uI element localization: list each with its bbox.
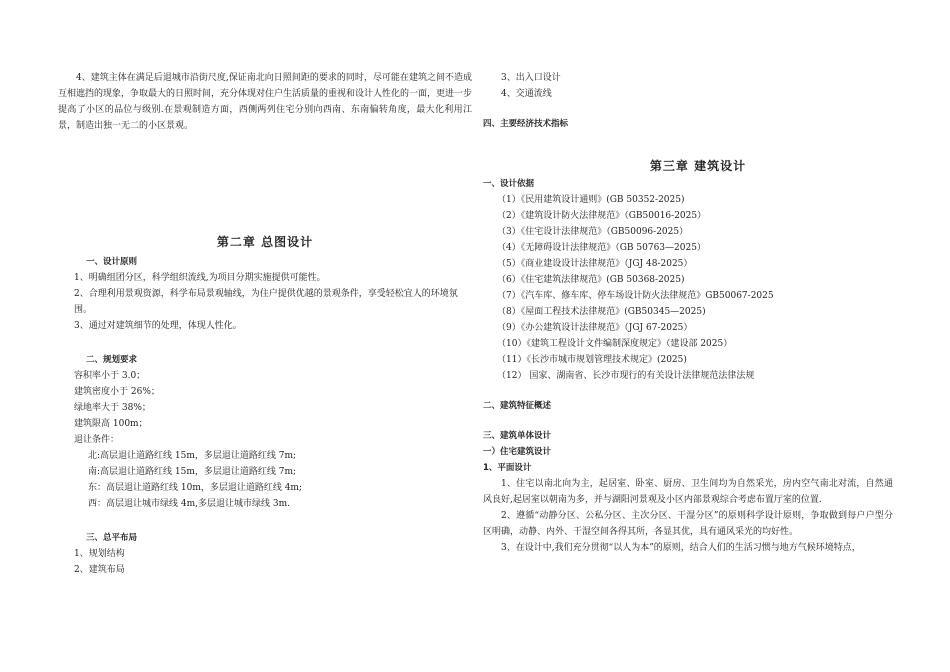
- basis-item: （5）《商业建设设计法律规范》（JGJ 48-2025）: [497, 259, 693, 269]
- plan-paragraph-1: 1、住宅以南北向为主，起居室、卧室、厨房、卫生间均为自然采光，房内空气南北对流，自然通风良好,起居室以朝南为多，并与湖阳河景观及小区内部景观综合考虑布置厅室的位置.: [483, 479, 893, 505]
- left-column: [58, 70, 472, 578]
- basis-item: （9）《办公建筑设计法律规范》（JGJ 67-2025）: [497, 323, 693, 333]
- basis-item: （7）《汽车库、修车库、停车场设计防火法律规范》GB50067-2025: [497, 291, 774, 301]
- principle-item-3: 3、通过对建筑细节的处理，体现人性化。: [74, 321, 242, 331]
- subsection-plan-design-title: 1、平面设计: [483, 463, 532, 473]
- layout-item-1: 1、规划结构: [74, 549, 125, 559]
- requirement-item-2: 建筑密度小于 26%；: [74, 387, 160, 397]
- basis-item: （11）《长沙市城市规划管理技术规定》(2025): [497, 355, 687, 365]
- intro-paragraph: 4、建筑主体在满足后退城市沿街尺度,保证南北向日照间距的要求的同时，尽可能在建筑之间不造成互相遮挡的现象，争取最大的日照时间，充分体现对住户生活质量的重视和设计人性化的一面，更进一步提高了小区的品位与级别.在景观制造方面，西侧两列住宅分别向西南、东南偏转角度，最大化利用江景，制造出独一无二的小区景观。: [58, 73, 473, 131]
- requirement-item-1: 容积率小于 3.0；: [74, 371, 146, 381]
- spacer: [483, 384, 893, 398]
- spacer: [58, 512, 472, 530]
- basis-item: （4）《无障碍设计法律规范》（GB 50763—2025）: [497, 243, 706, 253]
- spacer: [483, 132, 893, 158]
- basis-item: （10）《建筑工程设计文件编制深度规定》（建设部 2025）: [497, 339, 733, 349]
- section-planning-requirements-title: 二、规划要求: [86, 355, 138, 365]
- spacer: [58, 334, 472, 352]
- requirement-item-4: 建筑限高 100m；: [74, 419, 148, 429]
- layout-item-2: 2、建筑布局: [74, 565, 125, 575]
- basis-item: （3）《住宅设计法律规范》（GB50096-2025）: [497, 227, 689, 237]
- plan-paragraph-2: 2、遵循“动静分区、公私分区、主次分区、干湿分区”的原则科学设计原则，争取做到每户户型分区明确，动静、内外、干湿空间各得其所，各显其优，具有通风采光的均好性。: [483, 511, 893, 537]
- section-general-layout-title: 三、总平布局: [86, 533, 138, 543]
- section-building-features-title: 二、建筑特征概述: [483, 401, 552, 411]
- chapter2-title: 第二章 总图设计: [216, 235, 314, 249]
- setback-east: 东：高层退让道路红线 10m，多层退让道路红线 4m;: [88, 483, 303, 493]
- section-economic-indicators-title: 四、主要经济技术指标: [483, 119, 569, 129]
- requirement-item-3: 绿地率大于 38%；: [74, 403, 151, 413]
- section-design-principles-title: 一、设计原则: [86, 257, 138, 267]
- subsection-residential-title: 一）住宅建筑设计: [483, 447, 552, 457]
- spacer: [58, 134, 472, 234]
- principle-item-1: 1、明确组团分区，科学组织流线,为项目分期实施提供可能性。: [74, 273, 326, 283]
- requirement-item-5: 退让条件：: [74, 435, 120, 445]
- section-single-building-title: 三、建筑单体设计: [483, 431, 552, 441]
- spacer: [483, 414, 893, 428]
- setback-north: 北:高层退让道路红线 15m，多层退让道路红线 7m;: [88, 451, 297, 461]
- setback-west: 西：高层退让城市绿线 4m,多层退让城市绿线 3m.: [88, 499, 290, 509]
- setback-south: 南:高层退让道路红线 15m，多层退让道路红线 7m;: [88, 467, 297, 477]
- top-item-1: 3、出入口设计: [501, 73, 561, 83]
- basis-item: （1）《民用建筑设计通则》(GB 50352-2025): [497, 195, 685, 205]
- top-item-2: 4、交通流线: [501, 89, 552, 99]
- principle-item-2: 2、合理利用景观资源，科学布局景观轴线，为住户提供优越的景观条件，享受轻松宜人的环境氛围。: [74, 289, 458, 315]
- basis-item: （12） 国家、湖南省、长沙市现行的有关设计法律规范法律法规: [497, 371, 755, 381]
- basis-item: （6）《住宅建筑法律规范》(GB 50368-2025): [497, 275, 685, 285]
- section-design-basis-title: 一、设计依据: [483, 179, 535, 189]
- basis-item: （2）《建筑设计防火法律规范》（GB50016-2025）: [497, 211, 707, 221]
- basis-item: （8）《屋面工程技术法律规范》(GB50345—2025): [497, 307, 706, 317]
- plan-paragraph-3: 3、在设计中,我们充分贯彻“以人为本”的原则，结合人们的生活习惯与地方气候环境特点，: [501, 543, 861, 553]
- right-column: [483, 70, 893, 556]
- chapter3-title: 第三章 建筑设计: [649, 159, 747, 173]
- spacer: [483, 102, 893, 116]
